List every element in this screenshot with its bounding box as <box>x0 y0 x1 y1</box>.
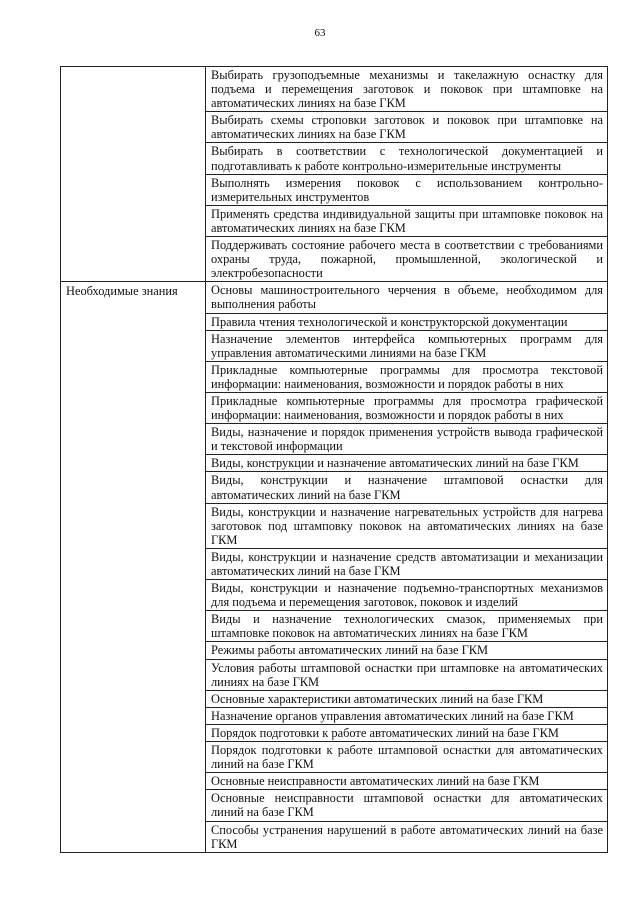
requirement-item: Условия работы штамповой оснастки при штамповке на автоматических линиях на базе ГКМ <box>206 659 608 690</box>
requirements-table <box>60 66 608 853</box>
requirement-item: Виды, конструкции и назначение средств автоматизации и механизации автоматических линий на базе ГКМ <box>206 548 608 579</box>
requirement-item: Назначение элементов интерфейса компьютерных программ для управления автоматическими линиями на базе ГКМ <box>206 330 608 361</box>
requirement-item: Виды, конструкции и назначение подъемно-транспортных механизмов для подъема и перемещения заготовок, поковок и изделий <box>206 580 608 611</box>
page-number: 63 <box>314 27 326 39</box>
requirement-item: Выбирать в соответствии с технологической документацией и подготавливать к работе контрольно-измерительные инструменты <box>206 143 608 174</box>
requirement-item: Основные неисправности автоматических линий на базе ГКМ <box>206 773 608 790</box>
requirement-item: Порядок подготовки к работе штамповой оснастки для автоматических линий на базе ГКМ <box>206 742 608 773</box>
requirement-item: Выполнять измерения поковок с использованием контрольно-измерительных инструментов <box>206 174 608 205</box>
requirement-item: Прикладные компьютерные программы для просмотра текстовой информации: наименования, возможности и порядок работы в них <box>206 361 608 392</box>
requirement-item: Виды, назначение и порядок применения устройств вывода графической и текстовой информации <box>206 424 608 455</box>
requirement-item: Основные неисправности штамповой оснастки для автоматических линий на базе ГКМ <box>206 790 608 821</box>
requirement-item: Применять средства индивидуальной защиты при штамповке поковок на автоматических линиях на базе ГКМ <box>206 205 608 236</box>
requirement-item: Виды, конструкции и назначение автоматических линий на базе ГКМ <box>206 455 608 472</box>
requirement-item: Основы машиностроительного черчения в объеме, необходимом для выполнения работы <box>206 282 608 313</box>
requirement-item: Выбирать схемы строповки заготовок и поковок при штамповке на автоматических линиях на базе ГКМ <box>206 112 608 143</box>
requirement-item: Виды, конструкции и назначение нагревательных устройств для нагрева заготовок под штамповку поковок на автоматических линиях на базе ГКМ <box>206 503 608 548</box>
requirement-item: Виды, конструкции и назначение штамповой оснастки для автоматических линий на базе ГКМ <box>206 472 608 503</box>
requirement-item: Основные характеристики автоматических линий на базе ГКМ <box>206 690 608 707</box>
table-row <box>61 282 608 313</box>
requirement-item: Правила чтения технологической и конструкторской документации <box>206 313 608 330</box>
section-label: Необходимые знания <box>61 282 206 852</box>
requirement-item: Режимы работы автоматических линий на базе ГКМ <box>206 642 608 659</box>
requirement-item: Выбирать грузоподъемные механизмы и такелажную оснастку для подъема и перемещения заготовок и поковок при штамповке на автоматических линиях на базе ГКМ <box>206 67 608 112</box>
requirement-item: Поддерживать состояние рабочего места в соответствии с требованиями охраны труда, пожарной, промышленной, экологической и электробезопасности <box>206 237 608 282</box>
requirement-item: Порядок подготовки к работе автоматических линий на базе ГКМ <box>206 724 608 741</box>
table-row <box>61 67 608 112</box>
requirement-item: Способы устранения нарушений в работе автоматических линий на базе ГКМ <box>206 821 608 852</box>
requirement-item: Прикладные компьютерные программы для просмотра графической информации: наименования, возможности и порядок работы в них <box>206 392 608 423</box>
requirement-item: Виды и назначение технологических смазок, применяемых при штамповке поковок на автоматических линиях на базе ГКМ <box>206 611 608 642</box>
requirement-item: Назначение органов управления автоматических линий на базе ГКМ <box>206 707 608 724</box>
section-label <box>61 67 206 282</box>
requirements-table-body <box>61 67 608 853</box>
